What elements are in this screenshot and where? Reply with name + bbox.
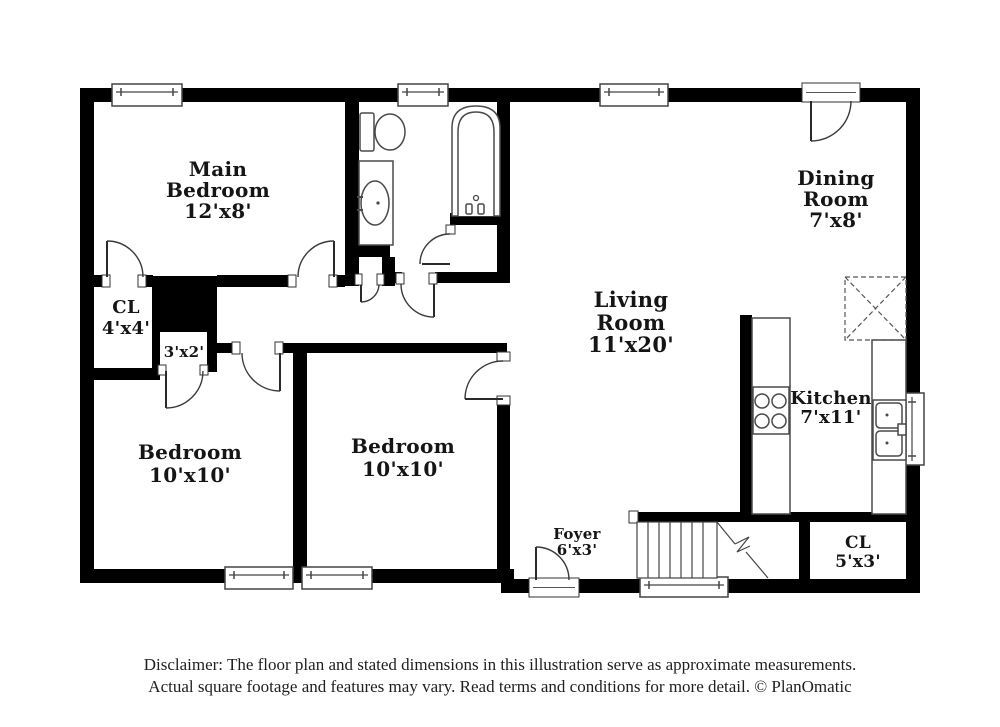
main-bedroom-door (288, 241, 337, 287)
wall-segment (435, 272, 507, 283)
disclaimer-line-2: Actual square footage and features may vary. Read terms and conditions for more detail. © PlanOmatic (148, 677, 852, 696)
stairs-break-line2 (746, 552, 768, 578)
label-foyer-dims: 6'x3' (556, 541, 598, 559)
bathtub-fixture (452, 106, 500, 216)
vanity-sink-fixture (357, 161, 393, 245)
label-living-room: Room (596, 310, 666, 335)
wall-segment (358, 245, 390, 257)
wall-segment (345, 102, 359, 286)
back-door (802, 83, 860, 141)
toilet-fixture (360, 113, 405, 151)
label-main-bedroom: Bedroom (165, 178, 271, 202)
label-bedroom-left: Bedroom (137, 440, 243, 464)
window (225, 567, 293, 589)
label-kitchen: Kitchen (790, 388, 872, 409)
wall-segment (152, 276, 217, 332)
wall-segment (281, 343, 507, 353)
window (398, 84, 448, 106)
window (904, 393, 924, 465)
label-living-room-dims: 11'x20' (588, 332, 674, 357)
linen-closet-door (355, 274, 384, 302)
wall-segment (740, 315, 752, 514)
bedroom-left-door (232, 342, 283, 391)
label-kitchen-dims: 7'x11' (800, 407, 862, 428)
label-closet-hall-dims: 4'x4' (101, 318, 151, 339)
wall-segment (93, 368, 160, 380)
label-living-room: Living (593, 287, 669, 312)
label-closet-entry: CL (844, 533, 872, 553)
wall-segment (80, 88, 94, 583)
label-closet-entry-dims: 5'x3' (835, 552, 881, 572)
label-dining-room: Room (803, 187, 869, 211)
stairs-newel (629, 511, 638, 523)
label-foyer: Foyer (553, 525, 601, 543)
wall-segment (497, 402, 510, 579)
bedroom-middle-door (465, 352, 510, 405)
label-bedroom-middle-dims: 10'x10' (362, 457, 444, 481)
window (600, 84, 668, 106)
label-bedroom-middle: Bedroom (350, 434, 456, 458)
label-dining-room-dims: 7'x8' (809, 208, 863, 232)
label-bedroom-left-dims: 10'x10' (149, 463, 231, 487)
bath-nook-door (420, 225, 455, 264)
stairs-break-line (717, 522, 735, 544)
kitchen-sink-fixture (873, 400, 906, 460)
window (112, 84, 182, 106)
label-main-bedroom-dims: 12'x8' (184, 199, 252, 223)
refrigerator-space (845, 277, 906, 340)
label-main-bedroom: Main (188, 157, 248, 181)
window (302, 567, 372, 589)
disclaimer-line-1: Disclaimer: The floor plan and stated dimensions in this illustration serve as approximate measurements. (143, 655, 857, 674)
bathroom-door (396, 273, 437, 317)
label-dining-room: Dining (797, 166, 875, 190)
label-closet-hall: CL (112, 297, 140, 318)
window (640, 577, 728, 597)
wall-segment (80, 569, 514, 583)
back-door-swing (811, 101, 851, 141)
label-closet-small-dims: 3'x2' (163, 343, 205, 361)
stairs-break-zigzag (735, 537, 750, 552)
wall-segment (80, 88, 920, 102)
closet-small-door (158, 365, 208, 408)
closet-hall-door (102, 241, 146, 287)
stove-fixture (753, 387, 789, 434)
wall-segment (217, 275, 293, 287)
wall-segment (799, 522, 810, 579)
wall-segment (293, 353, 307, 569)
